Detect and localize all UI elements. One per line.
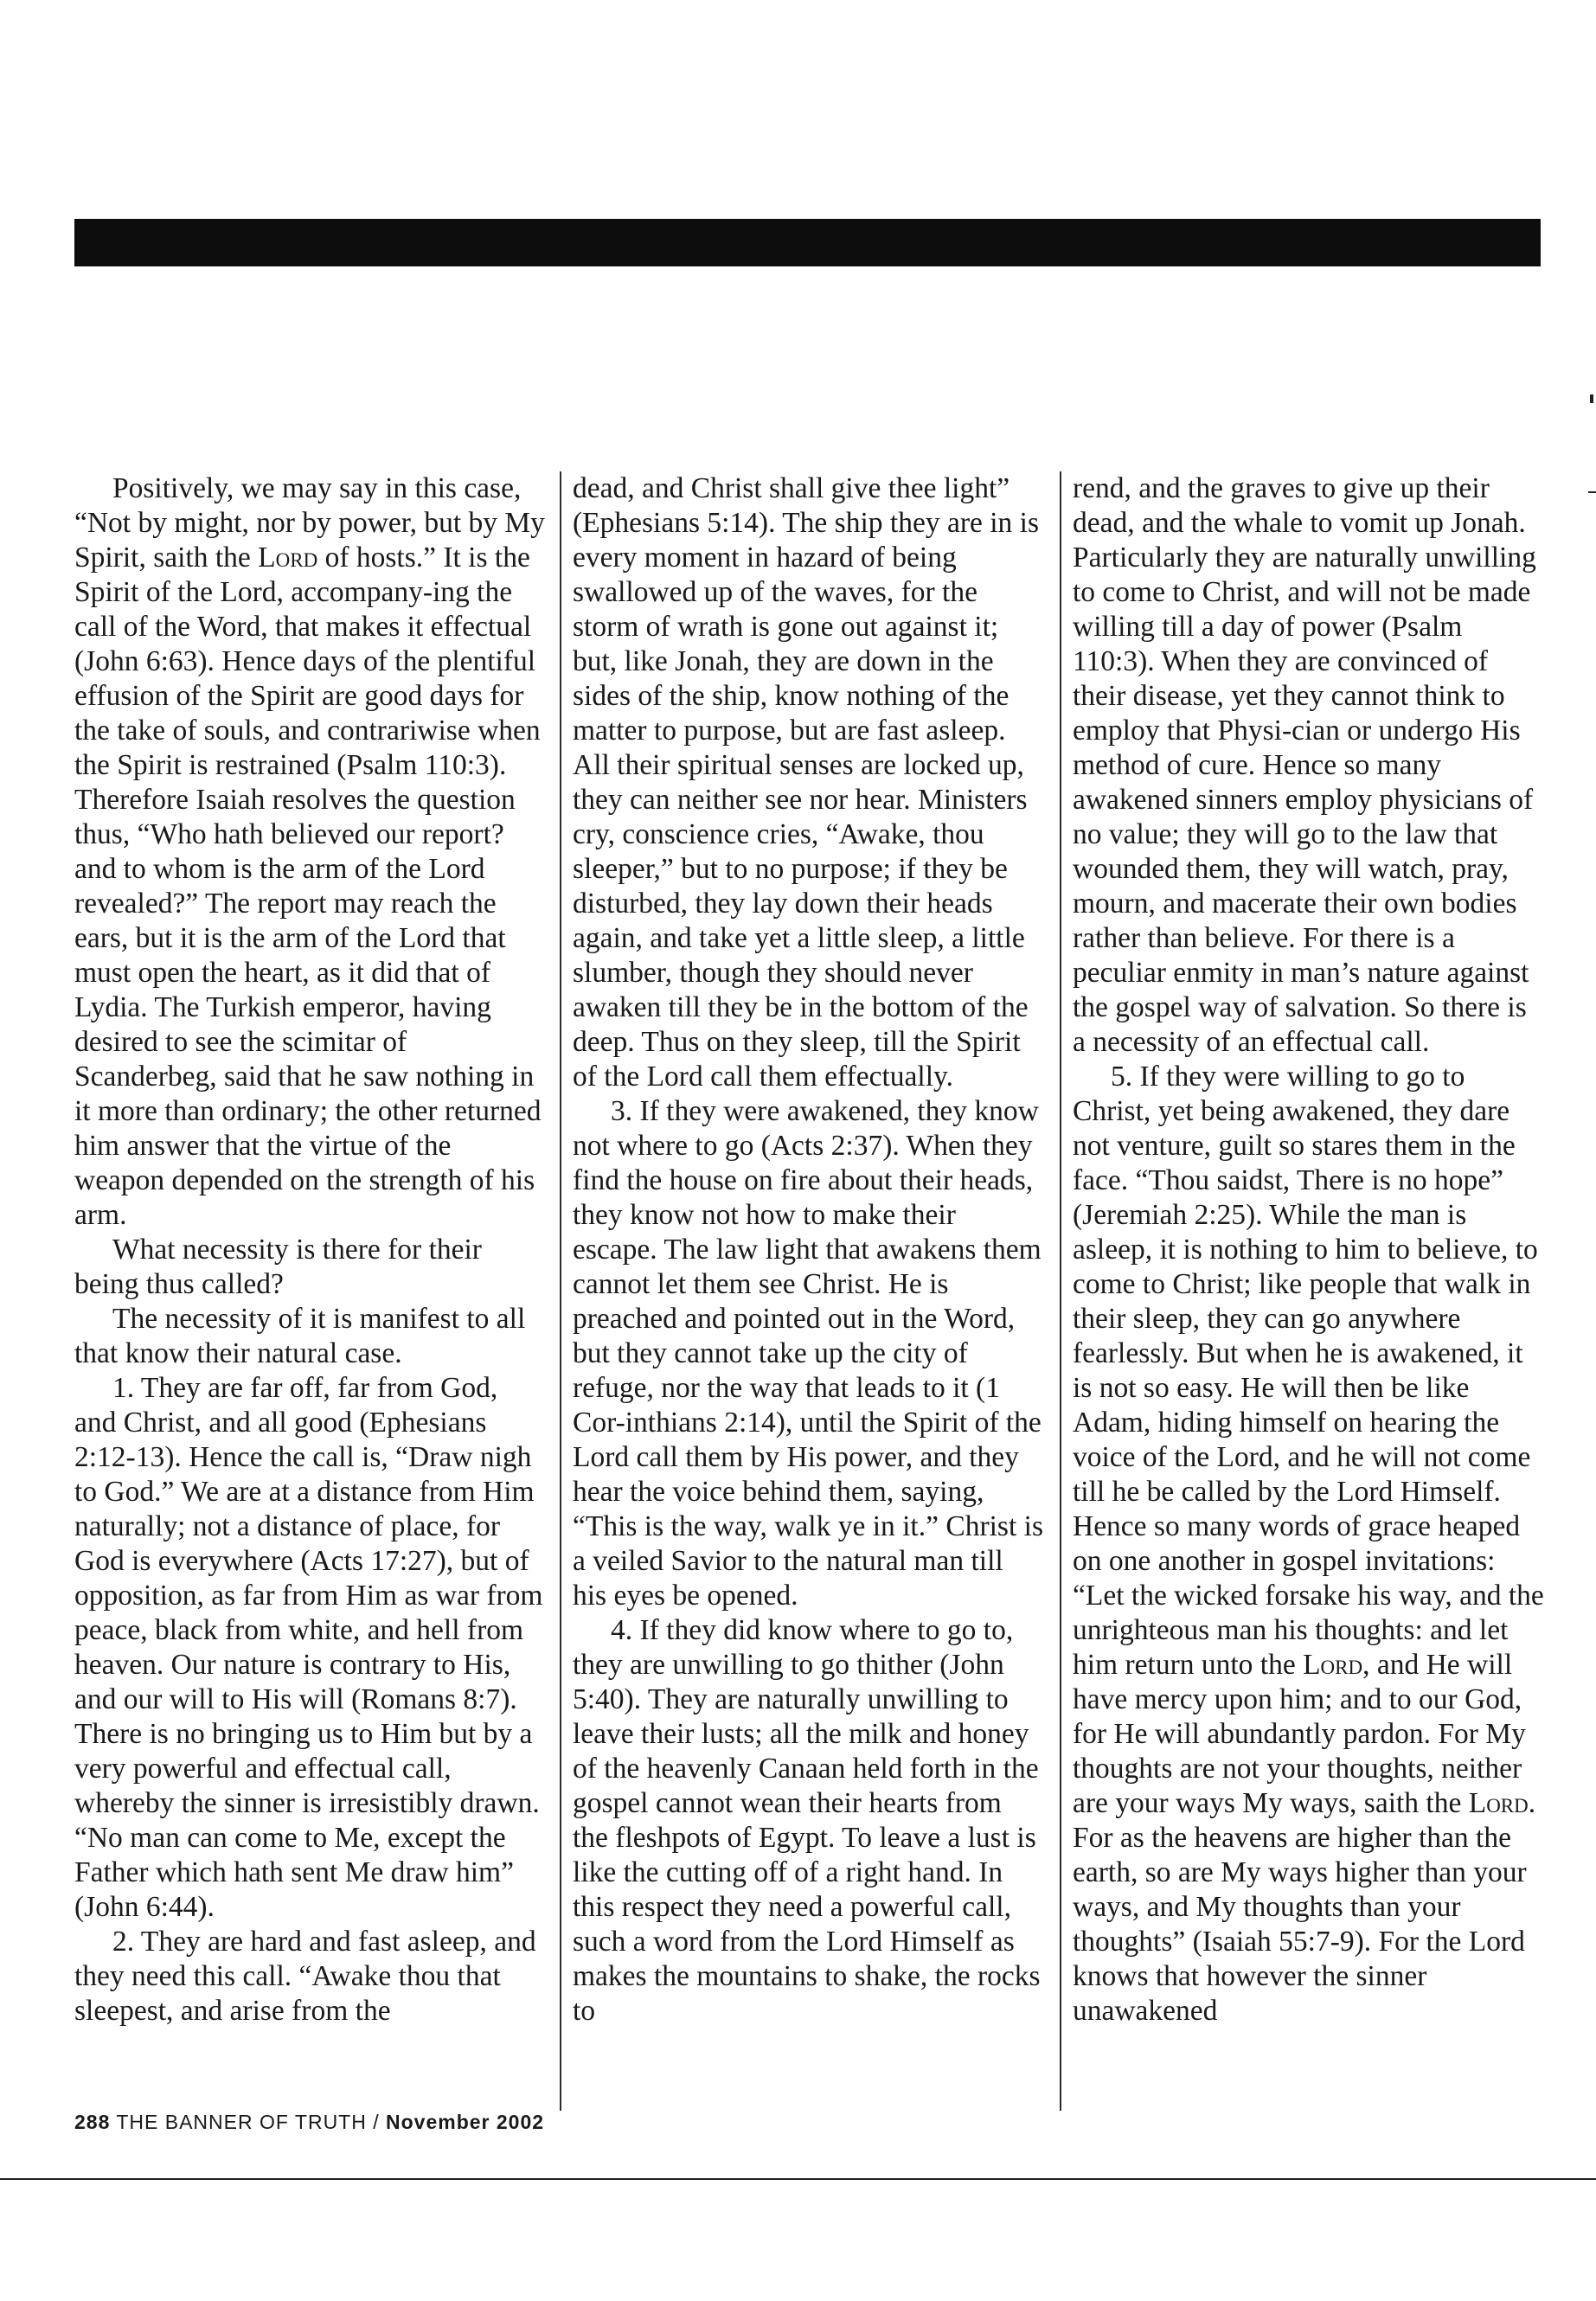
publication-name: THE BANNER OF TRUTH xyxy=(116,2111,367,2133)
text-segment: 1. They are far off, far from God, and Christ, and all good (Ephesians 2:12-13). Hence the call is, “Draw nigh to God.” We are at a distance from Him naturally; not a distance of place, for God is everywhere (Acts 17:27), but of opposition, as far from Him as war from peace, black from white, and hell from heaven. Our nature is contrary to His, and our will to His will (Romans 8:7). There is no bringing us to Him but by a very powerful and effectual call, whereby the sinner is irresistibly drawn. “No man can come to Me, except the Father which hath sent Me draw him” (John 6:44). xyxy=(74,1372,543,1923)
column-divider xyxy=(1060,471,1061,2111)
text-segment: dead, and Christ shall give thee light” (Ephesians 5:14). The ship they are in is every moment in hazard of being swallowed up of the waves, for the storm of wrath is gone out against it; but, like Jonah, they are down in the sides of the ship, know nothing of the matter to purpose, but are fast asleep. All their spiritual senses are locked up, they can neither see nor hear. Ministers cry, conscience cries, “Awake, thou sleeper,” but to no purpose; if they be disturbed, they lay down their heads again, and take yet a little sleep, a little slumber, though they should never awaken till they be in the bottom of the deep. Thus on they sleep, till the Spirit of the Lord call them effectually. xyxy=(573,472,1039,1093)
header-black-band xyxy=(74,219,1541,266)
paragraph xyxy=(74,471,546,1233)
text-segment: of hosts.” It is the Spirit of the Lord, accompany-ing the call of the Word, that makes it effectual (John 6:63). Hence days of the plentiful effusion of the Spirit are good days for the take of souls, and contrariwise when the Spirit is restrained (Psalm 110:3). Therefore Isaiah resolves the question thus, “Who hath believed our report? and to whom is the arm of the Lord revealed?” The report may reach the ears, but it is the arm of the Lord that must open the heart, as it did that of Lydia. The Turkish emperor, having desired to see the scimitar of Scanderbeg, said that he saw nothing in it more than ordinary; the other returned him answer that the virtue of the weapon depended on the strength of his arm. xyxy=(74,542,542,1231)
text-segment: The necessity of it is manifest to all that know their natural case. xyxy=(74,1303,526,1369)
text-segment: rend, and the graves to give up their dead, and the whale to vomit up Jonah. Particularly they are naturally unwilling to come to Christ, and will not be made willing till a day of power (Psalm 110:3). When they are convinced of their disease, yet they cannot think to employ that Physi-cian or undergo His method of cure. Hence so many awakened sinners employ physicians of no value; they will go to the law that wounded them, they will watch, pray, mourn, and macerate their own bodies rather than believe. For there is a peculiar enmity in man’s nature against the gospel way of salvation. So there is a necessity of an effectual call. xyxy=(1073,472,1536,1058)
paragraph xyxy=(573,1613,1044,2029)
text-segment: Positively, we may say in this case, “Not by might, nor by power, but by My Spirit, saith the xyxy=(74,472,545,574)
small-caps-text: Lord xyxy=(1303,1649,1363,1681)
edge-mark xyxy=(1590,394,1593,403)
text-segment: What necessity is there for their being thus called? xyxy=(74,1234,482,1300)
issue-date: November 2002 xyxy=(386,2111,545,2133)
paragraph xyxy=(74,1302,546,1371)
edge-mark xyxy=(1588,491,1596,493)
footer-separator: / xyxy=(373,2111,380,2133)
paragraph xyxy=(74,1233,546,1302)
small-caps-text: Lord xyxy=(258,542,318,574)
text-segment: 2. They are hard and fast asleep, and they need this call. “Awake thou that sleepest, and arise from the xyxy=(74,1926,536,2027)
text-column-1 xyxy=(74,471,546,2098)
text-segment: 3. If they were awakened, they know not where to go (Acts 2:37). When they find the house on fire about their heads, they know not how to make their escape. The law light that awakens them cannot let them see Christ. He is preached and pointed out in the Word, but they cannot take up the city of refuge, nor the way that leads to it (1 Cor-inthians 2:14), until the Spirit of the Lord call them by His power, and they hear the voice behind them, saying, “This is the way, walk ye in it.” Christ is a veiled Savior to the natural man till his eyes be opened. xyxy=(573,1095,1043,1612)
text-column-2 xyxy=(573,471,1044,2098)
paragraph xyxy=(573,471,1044,1094)
paragraph xyxy=(74,1371,546,1925)
paragraph xyxy=(74,1925,546,2029)
paragraph xyxy=(573,1094,1044,1613)
bottom-rule xyxy=(0,2178,1596,2180)
paragraph xyxy=(1073,1060,1544,2029)
text-segment: 4. If they did know where to go to, they are unwilling to go thither (John 5:40). They are naturally unwilling to leave their lusts; all the milk and honey of the heavenly Canaan held forth in the gospel cannot wean their hearts from the fleshpots of Egypt. To leave a lust is like the cutting off of a right hand. In this respect they need a powerful call, such a word from the Lord Himself as makes the mountains to shake, the rocks to xyxy=(573,1614,1041,2027)
paragraph xyxy=(1073,471,1544,1060)
column-divider xyxy=(560,471,561,2111)
small-caps-text: Lord xyxy=(1468,1787,1529,1819)
text-segment: , and He will have mercy upon him; and to our God, for He will abundantly pardon. For My thoughts are not your thoughts, neither are your ways My ways, saith the xyxy=(1073,1649,1526,1819)
text-column-3 xyxy=(1073,471,1544,2098)
text-segment: . For as the heavens are higher than the earth, so are My ways higher than your ways, and My thoughts than your thoughts” (Isaiah 55:7-9). For the Lord knows that however the sinner unawakened xyxy=(1073,1787,1536,2027)
page-number: 288 xyxy=(74,2111,111,2133)
page-footer xyxy=(74,2111,544,2134)
text-segment: 5. If they were willing to go to Christ, yet being awakened, they dare not venture, guilt so stares them in the face. “Thou saidst, There is no hope” (Jeremiah 2:25). While the man is asleep, it is nothing to him to believe, to come to Christ; like people that walk in their sleep, they can go anywhere fearlessly. But when he is awakened, it is not so easy. He will then be like Adam, hiding himself on hearing the voice of the Lord, and he will not come till he be called by the Lord Himself. Hence so many words of grace heaped on one another in gospel invitations: “Let the wicked forsake his way, and the unrighteous man his thoughts: and let him return unto the xyxy=(1073,1061,1544,1681)
